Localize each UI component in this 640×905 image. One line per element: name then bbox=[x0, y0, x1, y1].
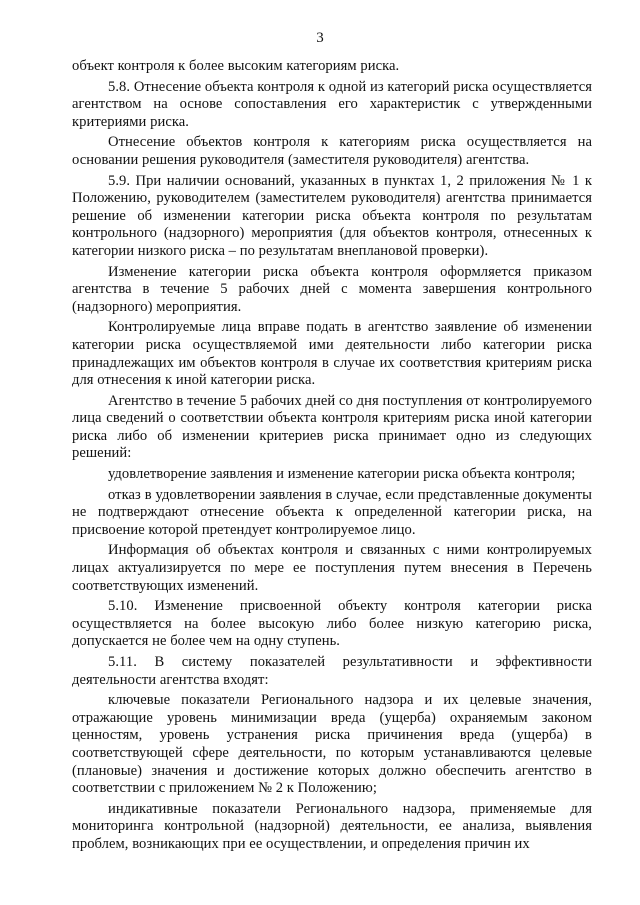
paragraph-5-9: 5.9. При наличии оснований, указанных в пунктах 1, 2 приложения № 1 к Положению, руководителем (заместителем руководителя) агентства принимается решение об изменении категории риска объекта контроля по результатам контрольного (надзорного) мероприятия (для объектов контроля, отнесенных к категории низкого риска – по результатам внеплановой проверки). bbox=[72, 172, 592, 259]
paragraph-agency-decision: Агентство в течение 5 рабочих дней со дня поступления от контролируемого лица сведений о соответствии объекта контроля критериям риска иной категории риска либо об изменении критериев риска принимает одно из следующих решений: bbox=[72, 392, 592, 462]
paragraph-controlled-persons-application: Контролируемые лица вправе подать в агентство заявление об изменении категории риска осуществляемой ими деятельности либо категории риска принадлежащих им объектов контроля в случае их соответствия критериям риска для отнесения к иной категории риска. bbox=[72, 319, 592, 389]
paragraph-5-10: 5.10. Изменение присвоенной объекту контроля категории риска осуществляется на более высокую либо более низкую категорию риска, допускается не более чем на одну ступень. bbox=[72, 598, 592, 650]
page-number: 3 bbox=[316, 30, 324, 46]
paragraph-5-8: 5.8. Отнесение объекта контроля к одной из категорий риска осуществляется агентством на основе сопоставления его характеристик с утвержденными критериями риска. bbox=[72, 78, 592, 130]
document-body bbox=[72, 58, 592, 854]
paragraph-risk-assignment-basis: Отнесение объектов контроля к категориям риска осуществляется на основании решения руководителя (заместителя руководителя) агентства. bbox=[72, 134, 592, 168]
paragraph-key-indicators: ключевые показатели Регионального надзора и их целевые значения, отражающие уровень минимизации вреда (ущерба) охраняемым законом ценностям, уровень устранения риска причинения вреда (ущерба) в соответствующей сфере деятельности, по которым устанавливаются целевые (плановые) значения и достижение которых должно обеспечить агентство в соответствии с приложением № 2 к Положению; bbox=[72, 692, 592, 797]
paragraph-decision-approve: удовлетворение заявления и изменение категории риска объекта контроля; bbox=[108, 466, 576, 483]
paragraph-risk-change-order: Изменение категории риска объекта контроля оформляется приказом агентства в течение 5 рабочих дней с момента завершения контрольного (надзорного) мероприятия. bbox=[72, 263, 592, 315]
paragraph-decision-refuse: отказ в удовлетворении заявления в случае, если представленные документы не подтверждают отнесение объекта к определенной категории риска, на присвоение которой претендует контролируемое лицо. bbox=[72, 486, 592, 538]
paragraph-continuation: объект контроля к более высоким категориям риска. bbox=[72, 58, 400, 74]
paragraph-information-update: Информация об объектах контроля и связанных с ними контролируемых лицах актуализируется по мере ее поступления путем внесения в Перечень соответствующих изменений. bbox=[72, 542, 592, 594]
paragraph-5-11: 5.11. В систему показателей результативности и эффективности деятельности агентства входят: bbox=[72, 654, 592, 688]
paragraph-indicative-indicators: индикативные показатели Регионального надзора, применяемые для мониторинга контрольной (надзорной) деятельности, ее анализа, выявления проблем, возникающих при ее осуществлении, и определения причин их bbox=[72, 800, 592, 852]
